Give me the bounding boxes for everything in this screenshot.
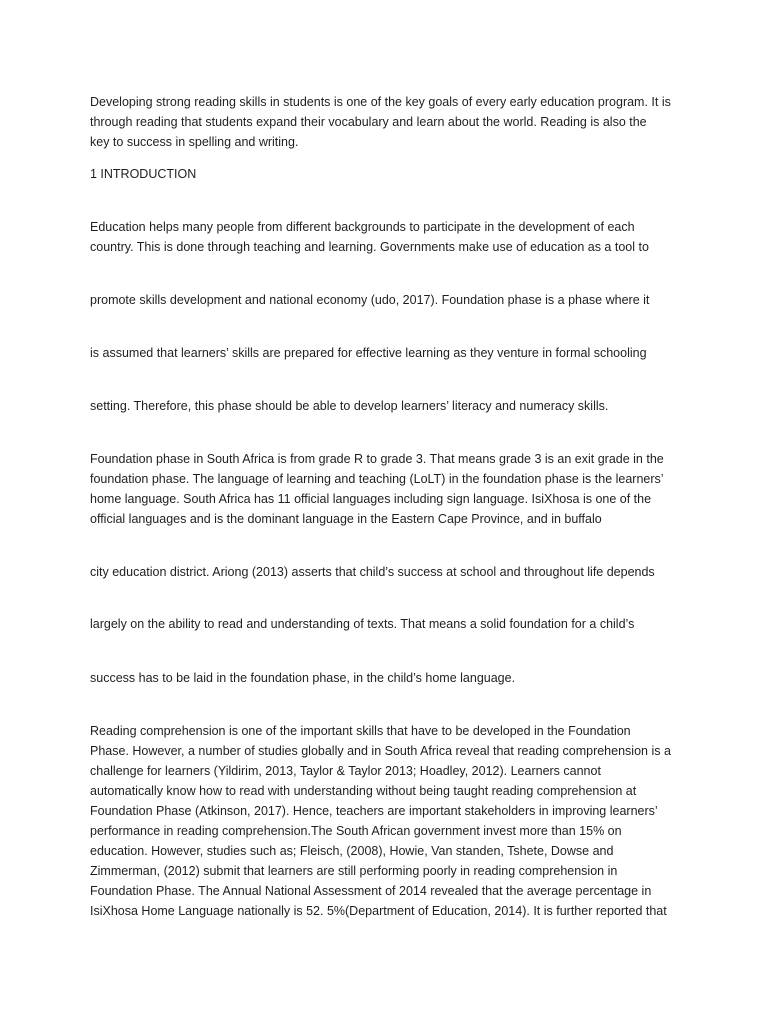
text-line: education. However, studies such as; Fleisch, (2008), Howie, Van standen, Tshete, Dowse and (90, 844, 614, 858)
text-line: Foundation Phase. The Annual National Assessment of 2014 revealed that the average percentage in (90, 884, 652, 898)
section-heading: 1 INTRODUCTION (90, 167, 197, 181)
text-line: Reading comprehension is one of the important skills that have to be developed in the Foundation (90, 724, 631, 738)
section-heading-block (90, 164, 690, 184)
text-line: challenge for learners (Yildirim, 2013, Taylor & Taylor 2013; Hoadley, 2012). Learners cannot (90, 764, 601, 778)
text-line: official languages and is the dominant language in the Eastern Cape Province, and in buffalo (90, 512, 602, 526)
paragraph-8 (90, 668, 690, 688)
paragraph-9 (90, 721, 690, 921)
paragraph-6 (90, 562, 690, 582)
text-line: Foundation phase in South Africa is from grade R to grade 3. That means grade 3 is an exit grade in the (90, 452, 664, 466)
text-line: performance in reading comprehension.The South African government invest more than 15% on (90, 824, 622, 838)
text-line: setting. Therefore, this phase should be able to develop learners’ literacy and numeracy skills. (90, 399, 609, 413)
text-line: Zimmerman, (2012) submit that learners are still performing poorly in reading comprehension in (90, 864, 618, 878)
text-line: largely on the ability to read and understanding of texts. That means a solid foundation for a child’s (90, 617, 635, 631)
paragraph-4 (90, 396, 690, 416)
paragraph-1 (90, 217, 690, 257)
paragraph-7 (90, 614, 690, 634)
text-line: foundation phase. The language of learning and teaching (LoLT) in the foundation phase is the learners’ (90, 472, 664, 486)
paragraph-2 (90, 290, 690, 310)
paragraph-3 (90, 343, 690, 363)
text-line: is assumed that learners’ skills are prepared for effective learning as they venture in formal schooling (90, 346, 647, 360)
text-line: home language. South Africa has 11 official languages including sign language. IsiXhosa is one of the (90, 492, 652, 506)
text-line: Phase. However, a number of studies globally and in South Africa reveal that reading comprehension is a (90, 744, 671, 758)
text-line: Developing strong reading skills in students is one of the key goals of every early education program. It is (90, 95, 671, 109)
intro-paragraph (90, 92, 690, 152)
text-line: key to success in spelling and writing. (90, 135, 299, 149)
text-line: country. This is done through teaching and learning. Governments make use of education as a tool to (90, 240, 649, 254)
text-line: IsiXhosa Home Language nationally is 52. 5%(Department of Education, 2014). It is further reported that (90, 904, 667, 918)
text-line: Education helps many people from different backgrounds to participate in the development of each (90, 220, 635, 234)
text-line: city education district. Ariong (2013) asserts that child’s success at school and throughout life depends (90, 565, 655, 579)
text-line: promote skills development and national economy (udo, 2017). Foundation phase is a phase where it (90, 293, 650, 307)
text-line: Foundation Phase (Atkinson, 2017). Hence, teachers are important stakeholders in improving learners’ (90, 804, 658, 818)
text-line: through reading that students expand their vocabulary and learn about the world. Reading is also the (90, 115, 647, 129)
paragraph-5 (90, 449, 690, 529)
text-line: success has to be laid in the foundation phase, in the child’s home language. (90, 671, 516, 685)
text-line: automatically know how to read with understanding without being taught reading comprehension at (90, 784, 637, 798)
